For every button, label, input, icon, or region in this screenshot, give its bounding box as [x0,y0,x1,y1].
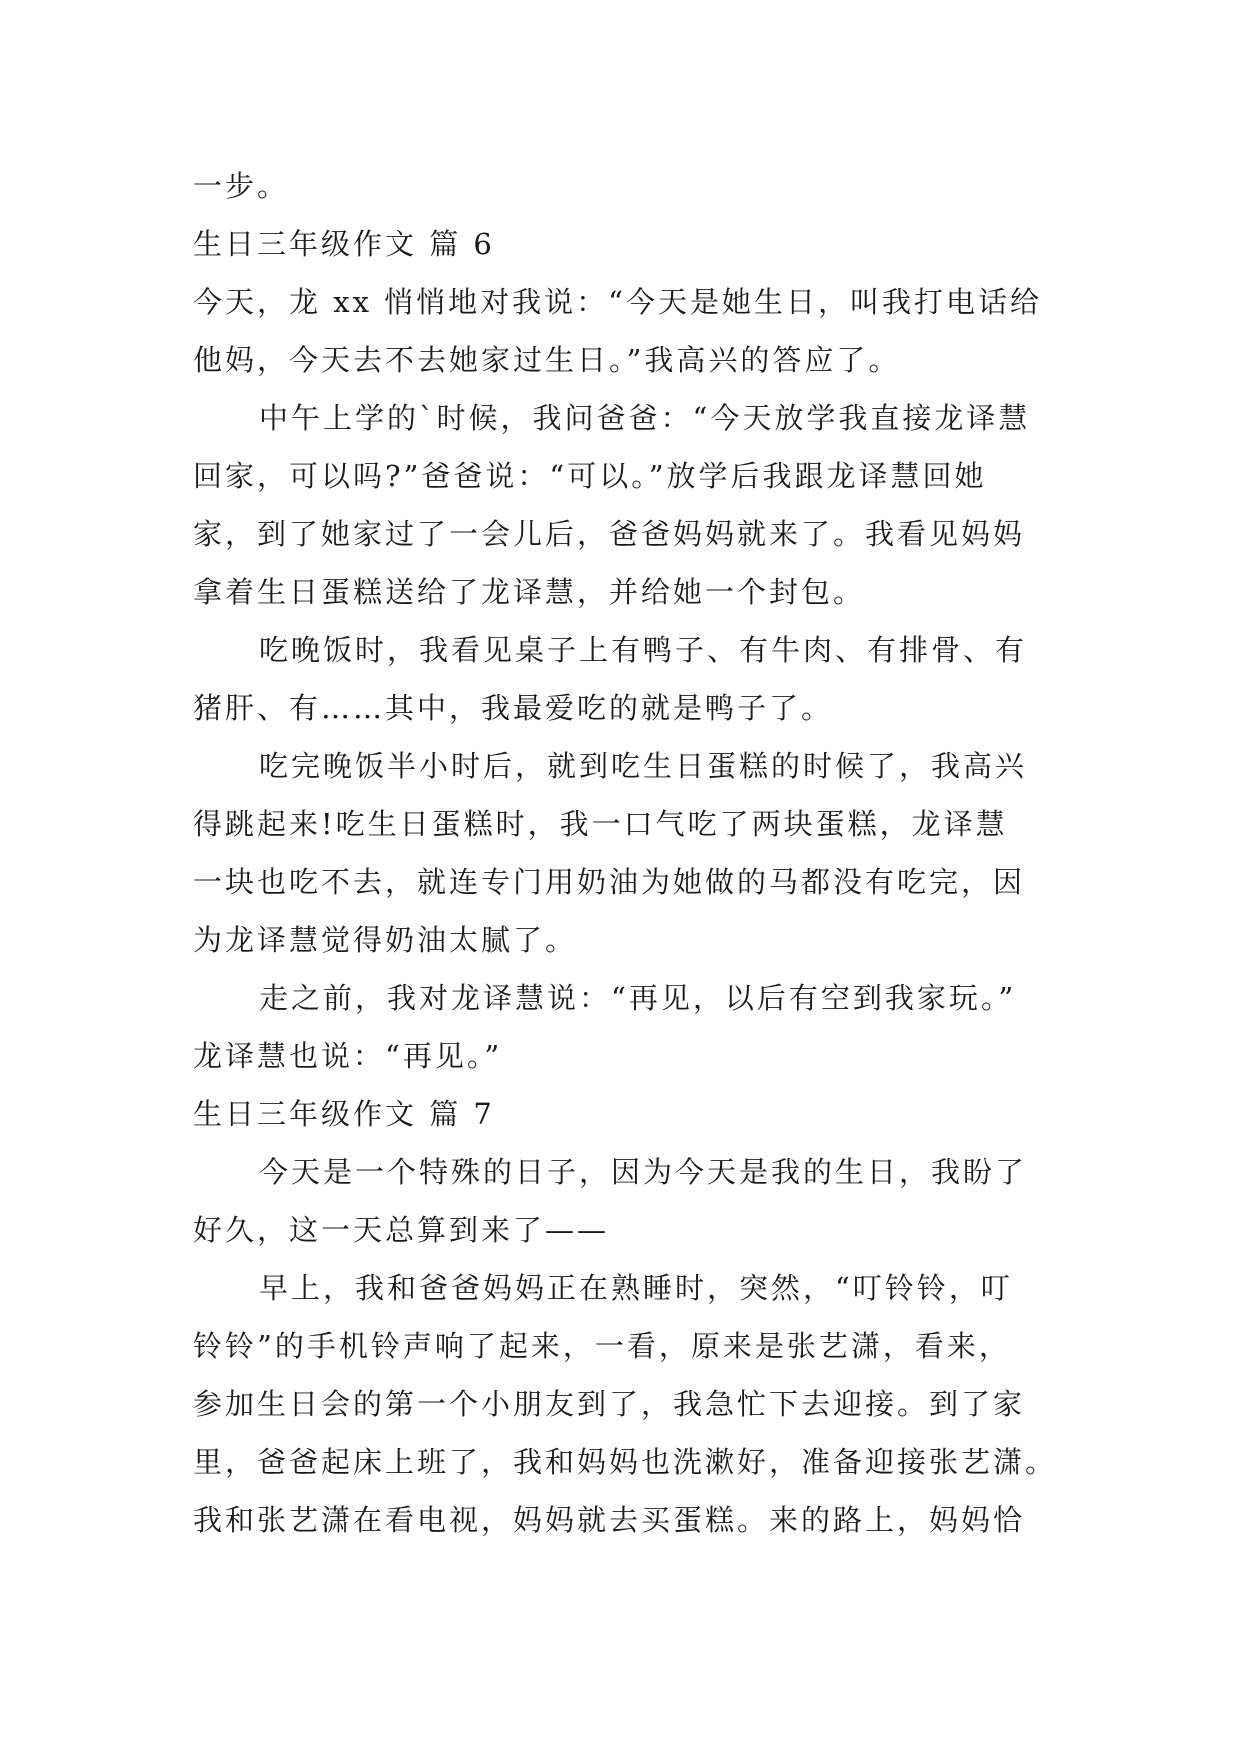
text-line: 参加生日会的第一个小朋友到了，我急忙下去迎接。到了家 [193,1387,1026,1421]
text-line: 吃完晚饭半小时后，就到吃生日蛋糕的时候了，我高兴 [259,749,1028,783]
text-line: 里，爸爸起床上班了，我和妈妈也洗漱好，准备迎接张艺潇。 [193,1445,1058,1479]
text-line: 他妈，今天去不去她家过生日。”我高兴的答应了。 [193,343,901,377]
text-line: 走之前，我对龙译慧说：“再见，以后有空到我家玩。” [259,981,1017,1015]
section-heading: 生日三年级作文 篇 6 [193,227,495,261]
text-line: 一步。 [193,169,290,203]
text-line: 早上，我和爸爸妈妈正在熟睡时，突然，“叮铃铃，叮 [259,1271,1013,1305]
text-line: 好久，这一天总算到来了—— [193,1213,610,1247]
text-line: 中午上学的`时候，我问爸爸：“今天放学我直接龙译慧 [259,401,1031,435]
text-line: 一块也吃不去，就连专门用奶油为她做的马都没有吃完，因 [193,865,1026,899]
text-line: 我和张艺潇在看电视，妈妈就去买蛋糕。来的路上，妈妈恰 [193,1503,1026,1537]
text-line: 为龙译慧觉得奶油太腻了。 [193,923,578,957]
document-body [193,157,1058,1549]
text-line: 龙译慧也说：“再见。” [193,1039,503,1073]
text-line: 拿着生日蛋糕送给了龙译慧，并给她一个封包。 [193,575,866,609]
section-heading: 生日三年级作文 篇 7 [193,1097,495,1131]
text-line: 家，到了她家过了一会儿后，爸爸妈妈就来了。我看见妈妈 [193,517,1026,551]
text-line: 回家，可以吗?”爸爸说：“可以。”放学后我跟龙译慧回她 [193,459,987,493]
text-line: 猪肝、有……其中，我最爱吃的就是鸭子了。 [193,691,834,725]
text-line: 铃铃”的手机铃声响了起来，一看，原来是张艺潇，看来， [193,1329,1011,1363]
text-line: 今天，龙 xx 悄悄地对我说：“今天是她生日，叫我打电话给 [193,285,1042,319]
text-line: 吃晚饭时，我看见桌子上有鸭子、有牛肉、有排骨、有 [259,633,1028,667]
text-line: 今天是一个特殊的日子，因为今天是我的生日，我盼了 [259,1155,1028,1189]
text-line: 得跳起来!吃生日蛋糕时，我一口气吃了两块蛋糕，龙译慧 [193,807,1008,841]
